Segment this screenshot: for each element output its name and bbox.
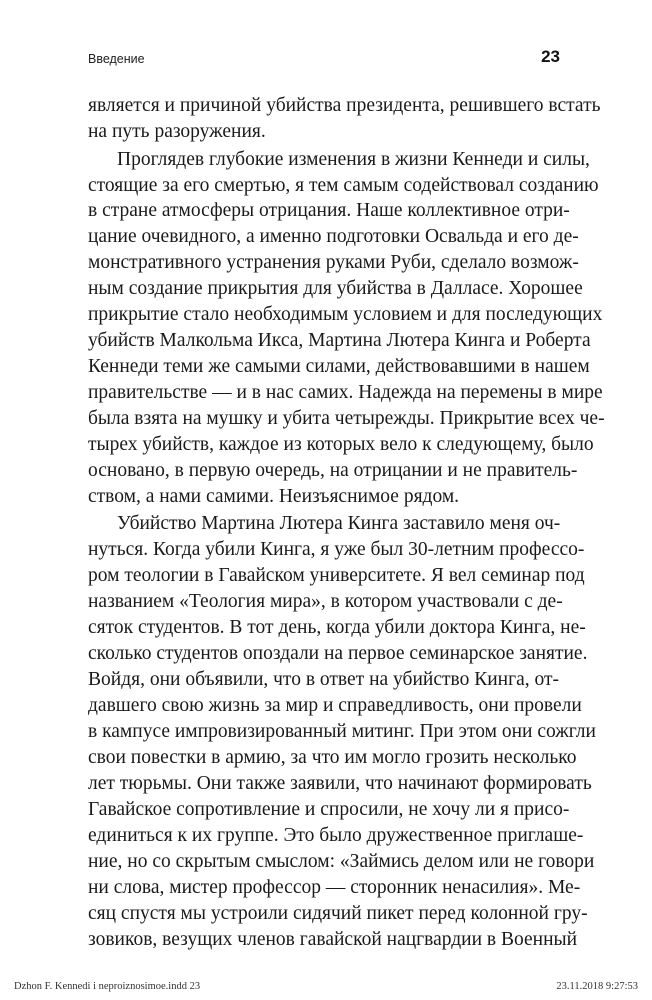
footer-file-info: Dzhon F. Kennedi i neproiznosimoe.indd 23 (14, 981, 201, 992)
text-line: лет тюрьмы. Они также заявили, что начинают формировать (88, 773, 592, 794)
text-line: сяц спустя мы устроили сидячий пикет перед колонной гру- (88, 903, 588, 924)
text-line: монстративного устранения руками Руби, сделало возмож- (88, 252, 579, 273)
text-line: в кампусе импровизированный митинг. При этом они сожгли (88, 721, 596, 742)
text-line: зовиков, везущих членов гавайской нацгвардии в Военный (88, 929, 578, 950)
text-line: убийств Малкольма Икса, Мартина Лютера Кинга и Роберта (88, 330, 591, 351)
text-line: была взята на мушку и убита четырежды. Прикрытие всех че- (88, 408, 605, 429)
text-line: ным создание прикрытия для убийства в Далласе. Хорошее (88, 278, 583, 299)
text-line: Проглядев глубокие изменения в жизни Кеннеди и силы, (117, 149, 590, 170)
page-number: 23 (541, 47, 560, 66)
text-line: ром теологии в Гавайском университете. Я вел семинар под (88, 565, 585, 586)
text-line: в стране атмосферы отрицания. Наше коллективное отри- (88, 200, 570, 221)
text-line: основано, в первую очередь, на отрицании и не правитель- (88, 460, 578, 481)
footer-timestamp: 23.11.2018 9:27:53 (556, 981, 638, 992)
text-line: названием «Теология мира», в котором участвовали с де- (88, 591, 563, 612)
text-line: Убийство Мартина Лютера Кинга заставило меня оч- (117, 513, 561, 534)
text-line: Войдя, они объявили, что в ответ на убийство Кинга, от- (88, 669, 559, 690)
text-line: является и причиной убийства президента, решившего встать (88, 95, 601, 116)
text-line: нуться. Когда убили Кинга, я уже был 30-летним профессо- (88, 539, 585, 560)
running-head: Введение (88, 52, 145, 66)
text-line: цание очевидного, а именно подготовки Освальда и его де- (88, 226, 579, 247)
text-line: стоящие за его смертью, я тем самым содействовал созданию (88, 175, 599, 196)
text-line: единиться к их группе. Это было дружественное приглаше- (88, 825, 584, 846)
text-line: сколько студентов опоздали на первое семинарское занятие. (88, 643, 588, 664)
text-line: ни слова, мистер профессор — сторонник ненасилия». Ме- (88, 877, 581, 898)
text-line: правительстве — и в нас самих. Надежда на перемены в мире (88, 382, 603, 403)
text-line: прикрытие стало необходимым условием и для последующих (88, 304, 603, 325)
text-line: тырех убийств, каждое из которых вело к следующему, было (88, 434, 594, 455)
text-line: сяток студентов. В тот день, когда убили доктора Кинга, не- (88, 617, 586, 638)
text-line: ние, но со скрытым смыслом: «Займись делом или не говори (88, 851, 595, 872)
text-line: Кеннеди теми же самыми силами, действовавшими в нашем (88, 356, 590, 377)
text-line: ством, а нами самими. Неизъяснимое рядом. (88, 486, 460, 507)
text-line: Гавайское сопротивление и спросили, не хочу ли я присо- (88, 799, 570, 820)
text-line: свои повестки в армию, за что им могло грозить несколько (88, 747, 577, 768)
text-line: давшего свою жизнь за мир и справедливость, они провели (88, 695, 582, 716)
text-line: на путь разоружения. (88, 121, 266, 142)
